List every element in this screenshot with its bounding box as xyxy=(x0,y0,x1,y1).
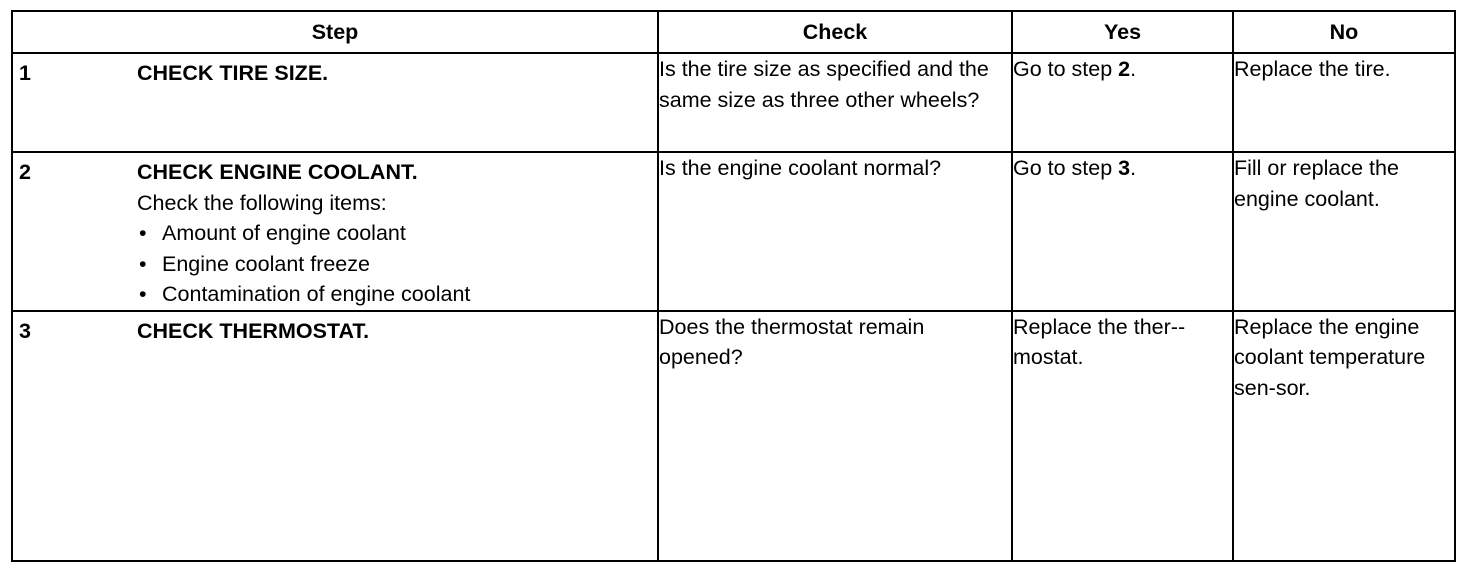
yes-cell xyxy=(1012,152,1233,311)
no-cell: Replace the engine coolant temperature sen-sor. xyxy=(1233,311,1455,561)
check-items-list xyxy=(137,218,653,310)
yes-suffix: . xyxy=(1130,156,1137,180)
step-title: CHECK ENGINE COOLANT. xyxy=(137,160,418,184)
list-item: • Contamination of engine coolant xyxy=(137,279,653,310)
step-title: CHECK THERMOSTAT. xyxy=(137,318,370,343)
yes-step-link: 3 xyxy=(1118,156,1131,180)
table-row xyxy=(12,53,1455,152)
table-row xyxy=(12,152,1455,311)
check-cell: Is the engine coolant normal? xyxy=(658,152,1012,311)
step-cell xyxy=(12,53,658,152)
header-no: No xyxy=(1233,11,1455,53)
list-item: • Amount of engine coolant xyxy=(137,218,653,249)
header-step: Step xyxy=(12,11,658,53)
step-cell xyxy=(12,152,658,311)
no-cell: Fill or replace the engine coolant. xyxy=(1233,152,1455,311)
table-row xyxy=(12,311,1455,561)
header-yes: Yes xyxy=(1012,11,1233,53)
step-cell xyxy=(12,311,658,561)
check-cell: Does the thermostat remain opened? xyxy=(658,311,1012,561)
step-detail: Check the following items: xyxy=(137,190,387,215)
yes-suffix: . xyxy=(1130,57,1137,81)
yes-prefix: Go to step xyxy=(1013,156,1119,180)
step-number: 1 xyxy=(19,61,31,85)
yes-prefix: Go to step xyxy=(1013,57,1119,81)
yes-cell: Replace the ther-mostat. xyxy=(1012,311,1233,561)
yes-cell xyxy=(1012,53,1233,152)
step-title: CHECK TIRE SIZE. xyxy=(137,61,329,85)
header-row xyxy=(12,11,1455,53)
list-item: • Engine coolant freeze xyxy=(137,249,653,280)
header-check: Check xyxy=(658,11,1012,53)
yes-step-link: 2 xyxy=(1118,57,1131,81)
step-number: 3 xyxy=(19,318,31,343)
no-cell: Replace the tire. xyxy=(1233,53,1455,152)
step-number: 2 xyxy=(19,160,31,184)
diagnostic-table xyxy=(11,10,1456,562)
check-cell: Is the tire size as specified and the same size as three other wheels? xyxy=(658,53,1012,152)
